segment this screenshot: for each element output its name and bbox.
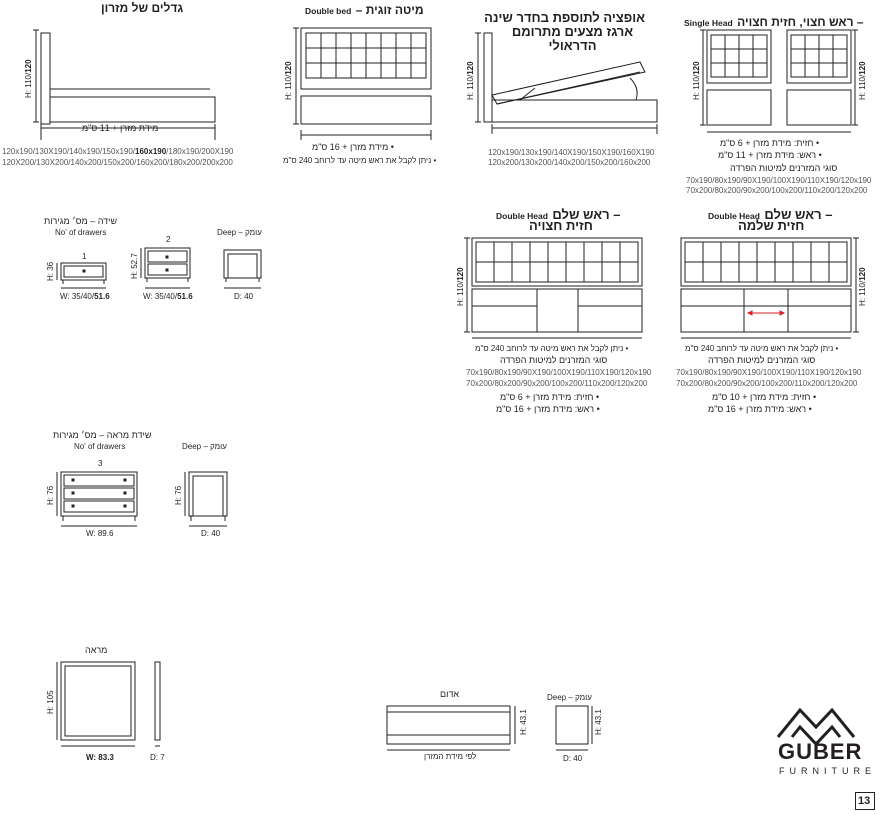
bench-d: D: 40: [563, 754, 583, 763]
single-head-note2: • ראש: מידת מזרן + 11 ס"מ: [718, 150, 822, 160]
logo-sub: FURNITURE: [779, 766, 876, 776]
nightstand-title-en: No' of drawers: [55, 228, 107, 237]
double-head-full-line1: 70x190/80x190/90X190/100X190/110X190/120x190: [676, 368, 862, 377]
mirror-w: W: 83.3: [86, 753, 114, 762]
single-head-line1: 70x190/80x190/90X190/100X190/110X190/120x190: [686, 176, 872, 185]
sizes-title: גדלים של מזרון: [101, 1, 184, 15]
single-head-note1: • חזית: מידת מזרן + 6 ס"מ: [720, 138, 820, 148]
mirror-h: H: 105: [46, 690, 55, 714]
double-head-split-line1: 70x190/80x190/90X190/100X190/110X190/120x190: [466, 368, 652, 377]
dresser-title-en: No' of drawers: [74, 442, 126, 451]
nightstand-title-he: שידה – מס׳ מגירות: [44, 216, 118, 226]
double-head-split-note2: סוגי המזרנים למיטות הפרדה: [500, 355, 608, 365]
dresser-title-he: שידת מראה – מס׳ מגירות: [53, 430, 152, 440]
double-bed-height: H: 110/120: [284, 61, 293, 100]
bench-h2: H: 43.1: [594, 709, 603, 735]
single-head-note3: סוגי המזרנים למיטות הפרדה: [730, 163, 838, 173]
double-bed-title: Double bed – מיטה זוגית: [305, 3, 424, 17]
double-head-split-title2: חזית חצויה: [529, 218, 593, 233]
nightstand-h1: H: 36: [46, 261, 55, 281]
single-head-height-right: H: 110/120: [858, 61, 867, 100]
single-head-line2: 70x200/80x200/90x200/100x200/110x200/120x200: [686, 186, 868, 195]
lift-line2: 120x200/130x200/140x200/150x200/160x200: [488, 158, 651, 167]
nightstand-deep-label: Deep – עומק: [217, 228, 262, 237]
double-head-split-height: H: 110/120: [456, 267, 465, 306]
sizes-line1: 120x190/130X190/140x190/150x190/160x190/180x190/200X190: [2, 147, 234, 156]
double-head-full-title2: חזית שלמה: [738, 218, 805, 233]
single-head-title: Single Head ראש חצוי, חזית חצויה –: [684, 15, 864, 29]
double-head-split-note1: • ניתן לקבל את ראש מיטה עד לרוחב 240 ס"מ: [475, 344, 629, 353]
lift-height: H: 110/120: [466, 61, 475, 100]
dresser-h: H: 76: [46, 485, 55, 505]
double-head-full-note2: סוגי המזרנים למיטות הפרדה: [708, 355, 816, 365]
double-head-split-note3: • חזית: מידת מזרן + 6 ס"מ: [500, 392, 600, 402]
double-head-full-title: Double Head ראש שלם –: [708, 207, 833, 222]
double-bed-note1: • מידת מזרן + 16 ס"מ: [312, 142, 394, 152]
double-head-full-note3: • חזית: מידת מזרן + 10 ס"מ: [712, 392, 817, 402]
page-number-box: [855, 792, 875, 810]
mirror-d: D: 7: [150, 753, 165, 762]
sizes-height: H: 110/120: [24, 59, 33, 98]
dresser-h2: H: 76: [174, 485, 183, 505]
nightstand-h2: H: 52.7: [130, 253, 139, 279]
bench-caption: לפי מידת המזרן: [424, 752, 477, 761]
lift-line1: 120x190/130x190/140X190/150X190/160X190: [488, 148, 655, 157]
sizes-line2: 120X200/130X200/140x200/150x200/160x200/180x200/200x200: [2, 158, 233, 167]
bench-deep-label: Deep – עומק: [547, 693, 592, 702]
bench-title: אדום: [440, 689, 460, 699]
nightstand-count-1: 1: [82, 252, 87, 261]
double-head-full-height: H: 110/120: [858, 267, 867, 306]
lift-title-2: ארגז מצעים מתרומם: [511, 24, 634, 39]
double-head-full-note4: • ראש: מידת מזרן + 16 ס"מ: [708, 404, 812, 414]
nightstand-w2: W: 35/40/51.6: [143, 292, 193, 301]
dresser-deep-label: Deep – עומק: [182, 442, 227, 451]
dresser-d: D: 40: [201, 529, 221, 538]
sizes-mattress-label: מידת מזרן + 11 ס"מ: [82, 123, 159, 133]
double-head-split-line2: 70x200/80x200/90x200/100x200/110x200/120x200: [466, 379, 648, 388]
logo-name: GUBER: [778, 739, 863, 764]
dresser-w: W: 89.6: [86, 529, 114, 538]
double-bed-note2: • ניתן לקבל את ראש מיטה עד לרוחב 240 ס"מ: [283, 156, 437, 165]
nightstand-d: D: 40: [234, 292, 254, 301]
mirror-title: מראה: [85, 645, 108, 655]
nightstand-w1: W: 35/40/51.6: [60, 292, 110, 301]
lift-title-1: אופציה לתוספת בחדר שינה: [484, 10, 645, 25]
double-head-split-note4: • ראש: מידת מזרן + 16 ס"מ: [496, 404, 600, 414]
double-head-full-line2: 70x200/80x200/90x200/100x200/110x200/120x200: [676, 379, 858, 388]
page-number: 13: [858, 795, 871, 807]
lift-title-3: הדראולי: [548, 38, 597, 53]
dresser-count: 3: [98, 459, 103, 468]
bench-h: H: 43.1: [519, 709, 528, 735]
nightstand-count-2: 2: [166, 235, 171, 244]
single-head-height-left: H: 110/120: [692, 61, 701, 100]
double-head-full-note1: • ניתן לקבל את ראש מיטה עד לרוחב 240 ס"מ: [685, 344, 839, 353]
double-head-split-title: Double Head ראש שלם –: [496, 207, 621, 222]
